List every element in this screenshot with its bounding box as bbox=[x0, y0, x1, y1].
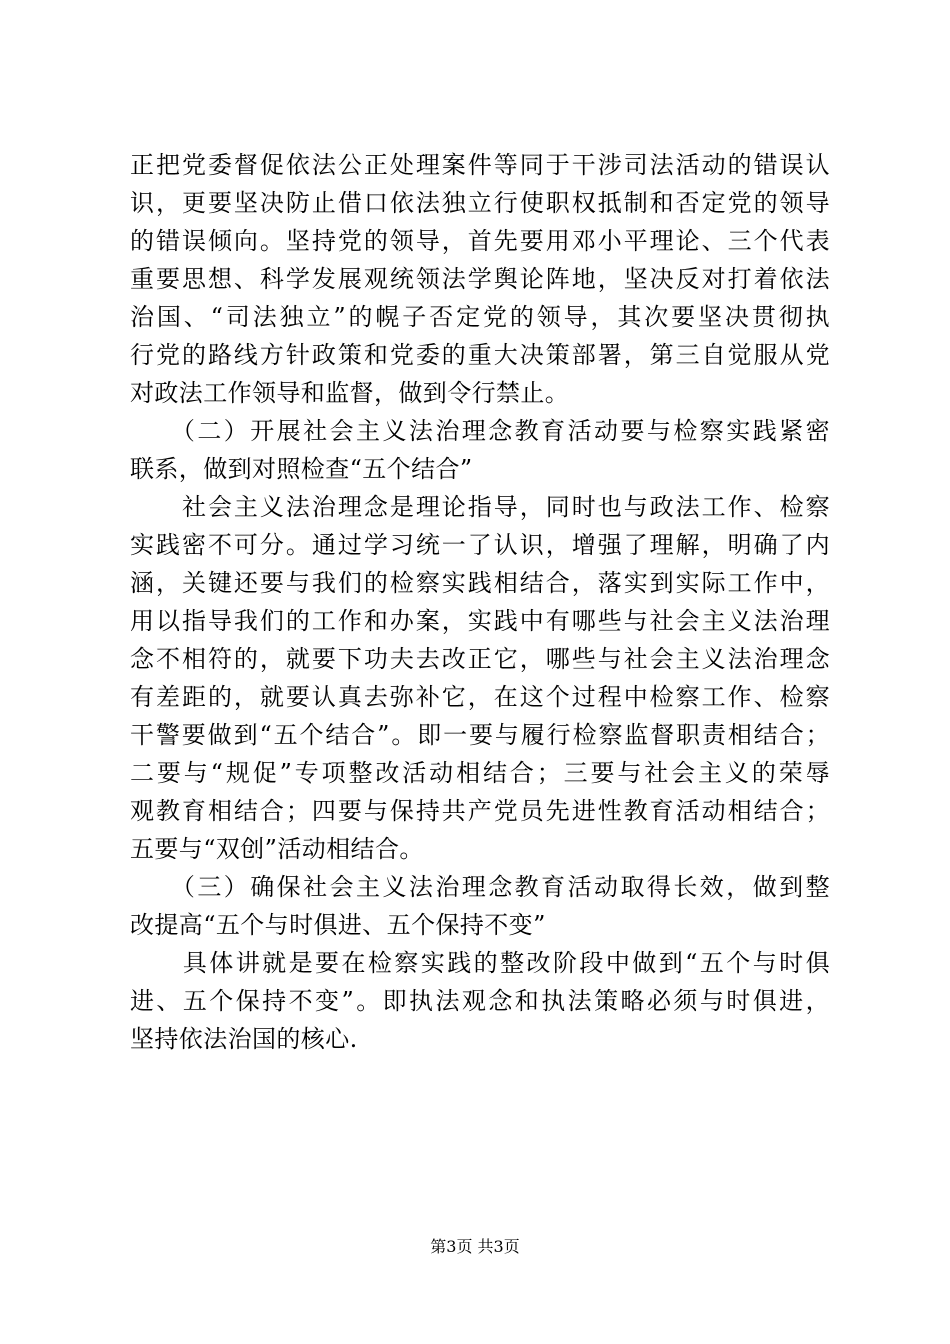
text-line: 念不相符的，就要下功夫去改正它，哪些与社会主义法治理念 bbox=[130, 645, 830, 673]
text-line: 治国、“司法独立”的幌子否定党的领导，其次要坚决贯彻执 bbox=[130, 303, 830, 331]
section-heading-line: （二）开展社会主义法治理念教育活动要与检察实践紧密 bbox=[130, 417, 830, 445]
text-line: 干警要做到“五个结合”。即一要与履行检察监督职责相结合； bbox=[130, 721, 830, 749]
text-line: 正把党委督促依法公正处理案件等同于干涉司法活动的错误认 bbox=[130, 151, 830, 179]
text-line: 的错误倾向。坚持党的领导，首先要用邓小平理论、三个代表 bbox=[130, 227, 830, 255]
text-line: 用以指导我们的工作和办案，实践中有哪些与社会主义法治理 bbox=[130, 607, 830, 635]
section-heading-line: （三）确保社会主义法治理念教育活动取得长效，做到整 bbox=[130, 873, 830, 901]
text-line: 识，更要坚决防止借口依法独立行使职权抵制和否定党的领导 bbox=[130, 189, 830, 217]
text-line: 社会主义法治理念是理论指导，同时也与政法工作、检察 bbox=[130, 493, 830, 521]
section-heading-line: 改提高“五个与时俱进、五个保持不变” bbox=[130, 911, 546, 939]
text-line: 涵，关键还要与我们的检察实践相结合，落实到实际工作中， bbox=[130, 569, 830, 597]
body-text bbox=[130, 146, 830, 1058]
text-line: 进、五个保持不变”。即执法观念和执法策略必须与时俱进， bbox=[130, 987, 830, 1015]
text-line: 观教育相结合；四要与保持共产党员先进性教育活动相结合； bbox=[130, 797, 830, 825]
text-line: 五要与“双创”活动相结合。 bbox=[130, 835, 424, 863]
text-line: 实践密不可分。通过学习统一了认识，增强了理解，明确了内 bbox=[130, 531, 830, 559]
text-line: 坚持依法治国的核心. bbox=[130, 1025, 358, 1053]
page-number-footer: 第3页 共3页 bbox=[430, 1237, 520, 1256]
text-line: 行党的路线方针政策和党委的重大决策部署，第三自觉服从党 bbox=[130, 341, 830, 369]
text-line: 二要与“规促”专项整改活动相结合；三要与社会主义的荣辱 bbox=[130, 759, 830, 787]
text-line: 对政法工作领导和监督，做到令行禁止。 bbox=[130, 379, 570, 407]
section-heading-line: 联系，做到对照检查“五个结合” bbox=[130, 455, 473, 483]
text-line: 有差距的，就要认真去弥补它，在这个过程中检察工作、检察 bbox=[130, 683, 830, 711]
text-line: 重要思想、科学发展观统领法学舆论阵地，坚决反对打着依法 bbox=[130, 265, 830, 293]
text-line: 具体讲就是要在检察实践的整改阶段中做到“五个与时俱 bbox=[130, 949, 830, 977]
